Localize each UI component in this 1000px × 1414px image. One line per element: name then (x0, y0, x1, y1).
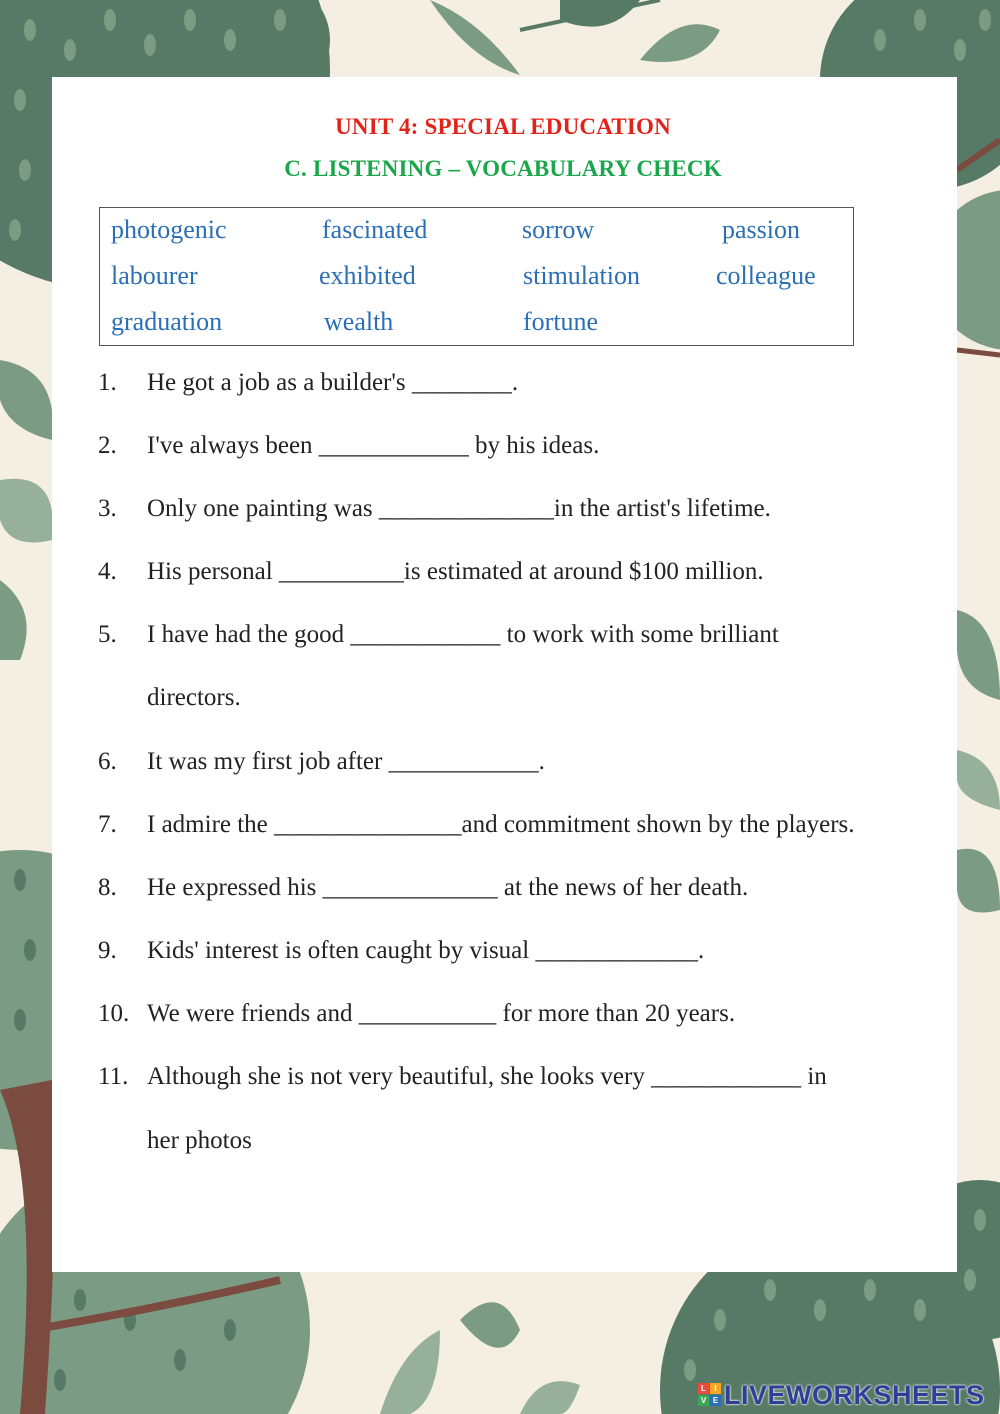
leaves-top-middle (430, 0, 720, 75)
question-3: 3. Only one painting was ______________in the artist's lifetime. (98, 495, 771, 522)
leaves-left (0, 360, 53, 660)
question-11-continued: her photos (147, 1127, 252, 1154)
question-text: It was my first job after ____________. (147, 748, 545, 775)
question-text: I've always been ____________ by his ideas. (147, 432, 600, 459)
word-bank-item: wealth (324, 307, 394, 336)
word-bank-item: stimulation (523, 261, 640, 290)
question-text: His personal __________is estimated at around $100 million. (147, 558, 764, 585)
question-5: 5. I have had the good ____________ to work with some brilliant (98, 621, 779, 648)
question-6: 6. It was my first job after ____________. (98, 748, 545, 775)
question-text: He got a job as a builder's ________. (147, 369, 519, 396)
word-bank-item: exhibited (319, 261, 416, 290)
word-bank-item: fortune (523, 307, 599, 336)
leaves-bottom-middle (380, 1302, 580, 1414)
question-4: 4. His personal __________is estimated at around $100 million. (98, 558, 764, 585)
question-8: 8. He expressed his ______________ at the news of her death. (98, 874, 749, 901)
logo-text: LIVEWORKSHEETS (724, 1379, 985, 1410)
word-bank-item: colleague (716, 261, 816, 290)
question-text: I have had the good ____________ to work with some brilliant (147, 621, 779, 648)
word-bank-item: sorrow (522, 215, 595, 244)
section-subtitle: C. LISTENING – VOCABULARY CHECK (284, 156, 722, 181)
question-text: Only one painting was ______________in the artist's lifetime. (147, 495, 771, 522)
question-text: I admire the _______________and commitment shown by the players. (147, 811, 855, 838)
question-text: Although she is not very beautiful, she looks very ____________ in (147, 1063, 827, 1090)
question-text: We were friends and ___________ for more than 20 years. (147, 1000, 736, 1027)
question-text: He expressed his ______________ at the news of her death. (147, 874, 749, 901)
question-5-continued: directors. (147, 684, 241, 711)
word-bank-item: labourer (111, 261, 198, 290)
question-1: 1. He got a job as a builder's ________. (98, 369, 519, 396)
word-bank-item: passion (722, 215, 800, 244)
page-title: UNIT 4: SPECIAL EDUCATION (335, 114, 671, 139)
question-text: Kids' interest is often caught by visual _____________. (147, 937, 705, 964)
question-10: 10. We were friends and ___________ for more than 20 years. (98, 1000, 736, 1027)
question-7: 7. I admire the _______________and commitment shown by the players. (98, 811, 855, 838)
word-bank-item: fascinated (322, 215, 428, 244)
word-bank-item: graduation (111, 307, 223, 336)
question-2: 2. I've always been ____________ by his ideas. (98, 432, 600, 459)
word-bank-item: photogenic (111, 215, 227, 244)
question-11: 11. Although she is not very beautiful, she looks very ____________ in (98, 1063, 827, 1090)
question-9: 9. Kids' interest is often caught by visual _____________. (98, 937, 705, 964)
liveworksheets-logo (698, 1380, 985, 1410)
leaves-right-middle (957, 610, 1000, 913)
logo-mark-icon: L I V E (698, 1383, 722, 1407)
